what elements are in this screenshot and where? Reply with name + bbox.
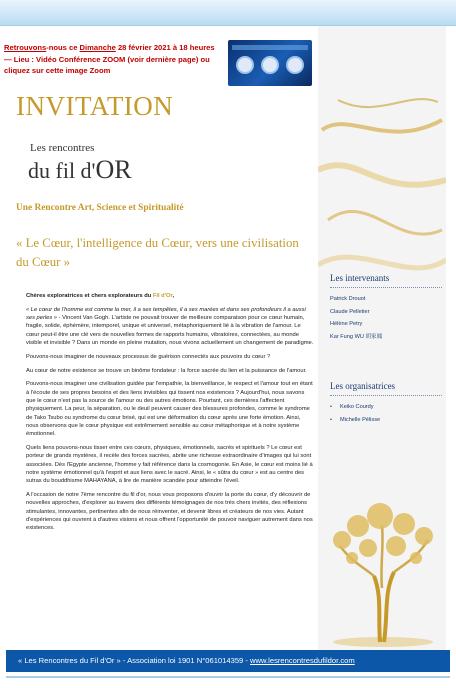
- logo-text-or: OR: [95, 155, 132, 184]
- footer-bar: [6, 650, 450, 672]
- logo-text-bottom: [28, 155, 132, 185]
- speaker-item: Kar Fung WU 胡家鳳: [330, 333, 383, 340]
- paragraph-2: Pouvons-nous imaginer de nouveaux processus de guérison connectés aux pouvoirs du cœur ?: [26, 353, 271, 360]
- zoom-circle-icon: [261, 56, 279, 74]
- organizer-item: • Michelle Pélisse: [330, 414, 442, 427]
- divider: [330, 395, 442, 396]
- event-subtitle: Une Rencontre Art, Science et Spiritualité: [16, 203, 184, 213]
- paragraph-6: A l'occasion de notre 7ème rencontre du fil d'or, nous vous proposons d'ouvrir la porte du cœur, d'y découvrir de nouvelles approches, d'explorer au travers des différents témoignages de nos très chers invités, des réflexions stimulantes, innovantes, pertinentes afin de nous réinventer, et devenir libres et créateurs de nos vies. Autant d'expériences qui ouvrent à d'autres visions et nous offrent l'opportunité de pouvoir naviguer autrement dans nos existences.: [26, 491, 313, 532]
- event-announcement: [4, 42, 222, 77]
- zoom-circle-icon: [236, 56, 254, 74]
- logo-text-top: Les rencontres: [30, 142, 95, 154]
- speaker-item: Claude Pelletier: [330, 308, 370, 315]
- paragraph-1: [26, 306, 314, 347]
- date-link[interactable]: Dimanche: [79, 43, 116, 52]
- speakers-heading: Les intervenants: [330, 273, 390, 283]
- invitation-title: INVITATION: [16, 91, 174, 121]
- divider: [330, 287, 442, 288]
- van-gogh-quote: « Le cœur de l'homme est comme la mer, il a ses tempêtes, il a ses marées et dans ses profondeurs il a aussi ses perles »: [26, 306, 306, 322]
- logo-text-du-fil: du fil d': [28, 158, 96, 183]
- paragraph-3: Au cœur de notre existence se trouve un binôme fondateur : la force sacrée du lien et la puissance de l'amour.: [26, 367, 307, 374]
- zoom-image-caption-bar: [232, 45, 308, 50]
- greeting-end: ,: [172, 293, 175, 299]
- greeting-fil-dor: Fil d'Or: [152, 293, 173, 299]
- announcement-text-1: -nous ce: [46, 43, 80, 52]
- paragraph-1-text: - Vincent Van Gogh. L'artiste ne pouvait trouver de meilleure comparaison pour ce cœur humain, fragile, solide, éphémère, intemporel, unique et universel, métaphoriquement lié à la vibration de l'amour. Le cœur peut-il être une clé vers de nouvelles formes de rapports humains, vibratoires, connectées, au monde visible et invisible ? Dans un monde en pleine mutation, nous vivons actuellement un changement de paradigme.: [26, 315, 314, 346]
- speaker-item: Hélène Petry: [330, 321, 363, 327]
- bottom-rule: [6, 676, 450, 678]
- organizers-section: [330, 381, 442, 426]
- website-link[interactable]: www.lesrencontresdufildor.com: [250, 656, 355, 665]
- top-bar: [0, 0, 456, 26]
- speakers-section: [330, 273, 442, 343]
- invitation-body: [26, 292, 314, 538]
- organizers-heading: Les organisatrices: [330, 381, 396, 391]
- announcement-text-2: 28 février 2021 à 18 heures— Lieu : Vidéo Conférence ZOOM (voir dernière page) ou cliquez sur cette image Zoom: [4, 43, 215, 76]
- speaker-item: Patrick Drouot: [330, 296, 366, 302]
- footer-text: « Les Rencontres du Fil d'Or » - Association loi 1901 N°061014359 -: [18, 656, 251, 665]
- paragraph-5: Quels liens pouvons-nous tisser entre ces cœurs, physiques, émotionnels, sacrés et spirituels ? Le cœur est porteur de grands mystères, il recèle des forces sacrées, abrite une richesse extraordinaire d'images qui lui sont associées. Dès l'Egypte ancienne, l'homme y fait référence dans la cosmogonie. En Asie, le cœur est moins lié à notre système émotionnel qu'à l'esprit et aux liens avec le sacré. Ainsi, le « sûtra du cœur » est au centre des sutras du bouddhisme MAHAYANA, à lire de manière scandée pour atteindre l'éveil.: [26, 444, 313, 485]
- gold-swirl-decoration: [318, 90, 446, 290]
- greeting: [26, 292, 314, 300]
- golden-tree-decoration: [322, 496, 444, 648]
- event-theme-quote: « Le Cœur, l'intelligence du Cœur, vers une civilisation du Cœur »: [16, 236, 299, 269]
- retrouvons-link[interactable]: Retrouvons: [4, 43, 47, 52]
- greeting-text: Chères exploratrices et chers explorateurs du: [26, 293, 153, 299]
- organizer-item: • Keiko Courdy: [330, 401, 442, 414]
- paragraph-4: Pouvons-nous imaginer une civilisation guidée par l'empathie, la bienveillance, le respect et l'amour tout en étant à l'écoute de ses propres besoins et des liens invisibles qui tissent nos existences ? Aujourd'hui, nous savons que le cœur n'est pas la source de l'amour ou des autres émotions. Pourtant, ces dernières l'affectent physiquement. La peur, la séparation, ou le deuil peuvent causer des blessures profondes, comme le syndrome de Tako Tsubo ou syndrome du cœur brisé, qui est une déformation du cœur après une forte émotion. Ainsi, nous observons que le cœur physique est extrêmement sensible au cœur métaphorique et à notre système émotionnel.: [26, 381, 313, 438]
